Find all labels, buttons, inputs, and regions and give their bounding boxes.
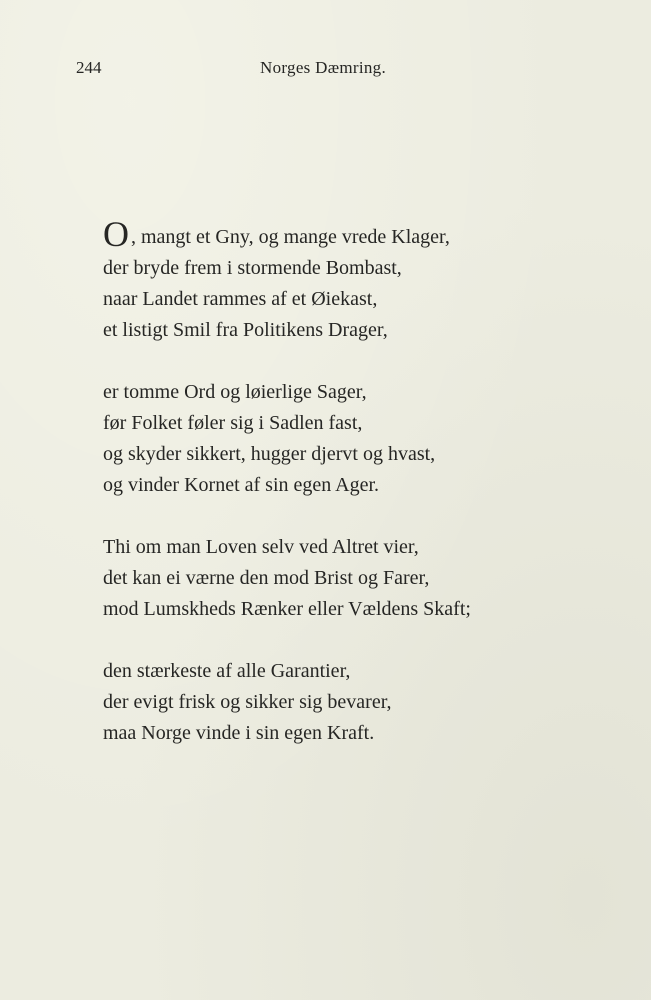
poem-line: der evigt frisk og sikker sig bevarer, xyxy=(103,691,392,713)
poem-line: før Folket føler sig i Sadlen fast, xyxy=(103,412,363,434)
stanza-gap xyxy=(103,625,573,656)
poem-line: og skyder sikkert, hugger djervt og hvast, xyxy=(103,443,436,465)
poem-line: det kan ei værne den mod Brist og Farer, xyxy=(103,567,430,589)
poem-line: og vinder Kornet af sin egen Ager. xyxy=(103,474,380,496)
poem-line: et listigt Smil fra Politikens Drager, xyxy=(103,319,388,341)
poem xyxy=(103,214,573,749)
poem-line-text: , mangt et Gny, og mange vrede Klager, xyxy=(131,226,450,248)
stanza-3 xyxy=(103,532,573,625)
poem-line: naar Landet rammes af et Øiekast, xyxy=(103,288,378,310)
poem-line: den stærkeste af alle Garantier, xyxy=(103,660,351,682)
page-header xyxy=(76,58,576,84)
drop-cap: O xyxy=(103,214,129,254)
poem-line: der bryde frem i stormende Bombast, xyxy=(103,257,402,279)
poem-line: mod Lumskheds Rænker eller Vældens Skaft; xyxy=(103,598,471,620)
stanza-2 xyxy=(103,377,573,501)
stanza-gap xyxy=(103,346,573,377)
poem-line: er tomme Ord og løierlige Sager, xyxy=(103,381,367,403)
poem-line: Thi om man Loven selv ved Altret vier, xyxy=(103,536,419,558)
stanza-1 xyxy=(103,214,573,346)
running-title: Norges Dæmring. xyxy=(260,58,387,77)
poem-line: maa Norge vinde i sin egen Kraft. xyxy=(103,722,375,744)
page-number: 244 xyxy=(76,58,102,77)
stanza-4 xyxy=(103,656,573,749)
poem-line xyxy=(103,214,573,254)
stanza-gap xyxy=(103,501,573,532)
